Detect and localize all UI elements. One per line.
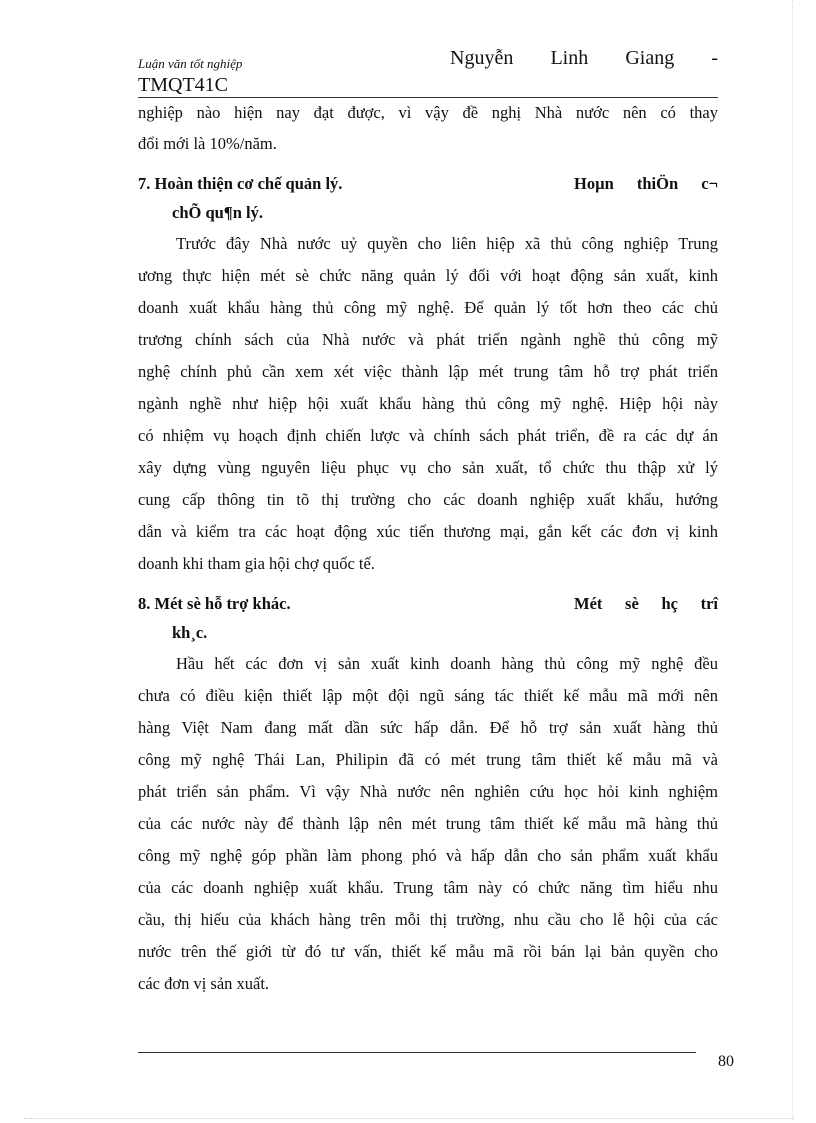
author-word: Linh (550, 47, 589, 69)
page-edge-bottom (24, 1118, 794, 1119)
footer-divider (138, 1052, 696, 1053)
garbled-heading-continued: kh¸c. (172, 623, 208, 642)
text-line: có nhiệm vụ hoạch định chiến lược và chính sách phát triển, đề ra các dự án (138, 426, 718, 445)
text-line: ương thực hiện mét sè chức năng quản lý đối với hoạt động sản xuất, kinh (138, 266, 718, 285)
author-name (450, 47, 718, 70)
garbled-word: Mét (574, 594, 603, 613)
garbled-word: Hoµn (574, 174, 614, 193)
page-number: 80 (718, 1053, 734, 1070)
text-line: Hầu hết các đơn vị sản xuất kinh doanh hàng thủ công mỹ nghệ đều (176, 654, 718, 673)
text-line: nghệ chính phủ cần xem xét việc thành lập mét trung tâm hỗ trợ phát triển (138, 362, 718, 381)
text-line: chưa có điều kiện thiết lập một đội ngũ sáng tác thiết kế mẫu mã mới nên (138, 686, 718, 705)
thesis-label: Luận văn tốt nghiệp (138, 56, 243, 71)
garbled-heading-continued: chÕ qu¶n lý. (172, 203, 263, 222)
text-line: nghiệp nào hiện nay đạt được, vì vậy đề nghị Nhà nước nên có thay (138, 103, 718, 122)
text-line: các đơn vị sản xuất. (138, 974, 270, 993)
text-line: ngành nghề như hiệp hội xuất khẩu hàng thủ công mỹ nghệ. Hiệp hội này (138, 394, 718, 413)
text-line: xây dựng vùng nguyên liệu phục vụ cho sản xuất, tổ chức thu thập xử lý (138, 458, 718, 477)
garbled-word: hç (661, 594, 678, 613)
garbled-word: thiÖn (636, 174, 679, 193)
text-line: dẫn và kiểm tra các hoạt động xúc tiến thương mại, gắn kết các đơn vị kinh (138, 522, 718, 541)
text-line: công mỹ nghệ góp phần làm phong phó và hấp dẫn cho sản phẩm xuất khẩu (138, 846, 718, 865)
text-line: phát triển sản phẩm. Vì vậy Nhà nước nên nghiên cứu học hỏi kinh nghiệm (138, 782, 718, 801)
text-line: doanh xuất khẩu hàng thủ công mỹ nghệ. Để quản lý tốt hơn theo các chủ (138, 298, 718, 317)
text-line: Trước đây Nhà nước uỷ quyền cho liên hiệp xã thủ công nghiệp Trung (176, 234, 718, 253)
garbled-word: trî (700, 594, 718, 613)
author-word: Nguyễn (450, 47, 514, 69)
class-code: TMQT41C (138, 74, 228, 96)
text-line: công mỹ nghệ Thái Lan, Philipin đã có mét trung tâm thiết kế mẫu mã và (138, 750, 718, 769)
text-line: trương chính sách của Nhà nước và phát triển ngành nghề thủ công mỹ (138, 330, 718, 349)
garbled-word: sè (625, 594, 639, 613)
section-title: 8. Mét sè hỗ trợ khác. (138, 594, 291, 613)
page-edge-right (792, 0, 793, 1120)
author-word: Giang (625, 47, 675, 69)
garbled-word: c¬ (701, 174, 718, 193)
text-line: doanh khi tham gia hội chợ quốc tế. (138, 554, 375, 573)
text-line: cầu, thị hiếu của khách hàng trên mỗi thị trường, nhu cầu cho lễ hội của các (138, 910, 718, 929)
text-line: của các doanh nghiệp xuất khẩu. Trung tâm này có chức năng tìm hiểu nhu (138, 878, 718, 897)
text-line: nước trên thế giới từ đó tư vấn, thiết kế mẫu mã rồi bán lại bản quyền cho (138, 942, 718, 961)
text-line: hàng Việt Nam đang mất dần sức hấp dẫn. Để hỗ trợ sản xuất hàng thủ (138, 718, 718, 737)
garbled-heading (574, 174, 718, 194)
garbled-heading (574, 594, 718, 614)
header-divider (138, 97, 718, 98)
section-title: 7. Hoàn thiện cơ chế quản lý. (138, 174, 343, 193)
author-word: - (711, 47, 718, 69)
text-line: cung cấp thông tin tõ thị trường cho các doanh nghiệp xuất khẩu, hướng (138, 490, 718, 509)
text-line: của các nước này để thành lập nên mét trung tâm thiết kế mẫu mã hàng thủ (138, 814, 718, 833)
text-line: đổi mới là 10%/năm. (138, 134, 277, 153)
